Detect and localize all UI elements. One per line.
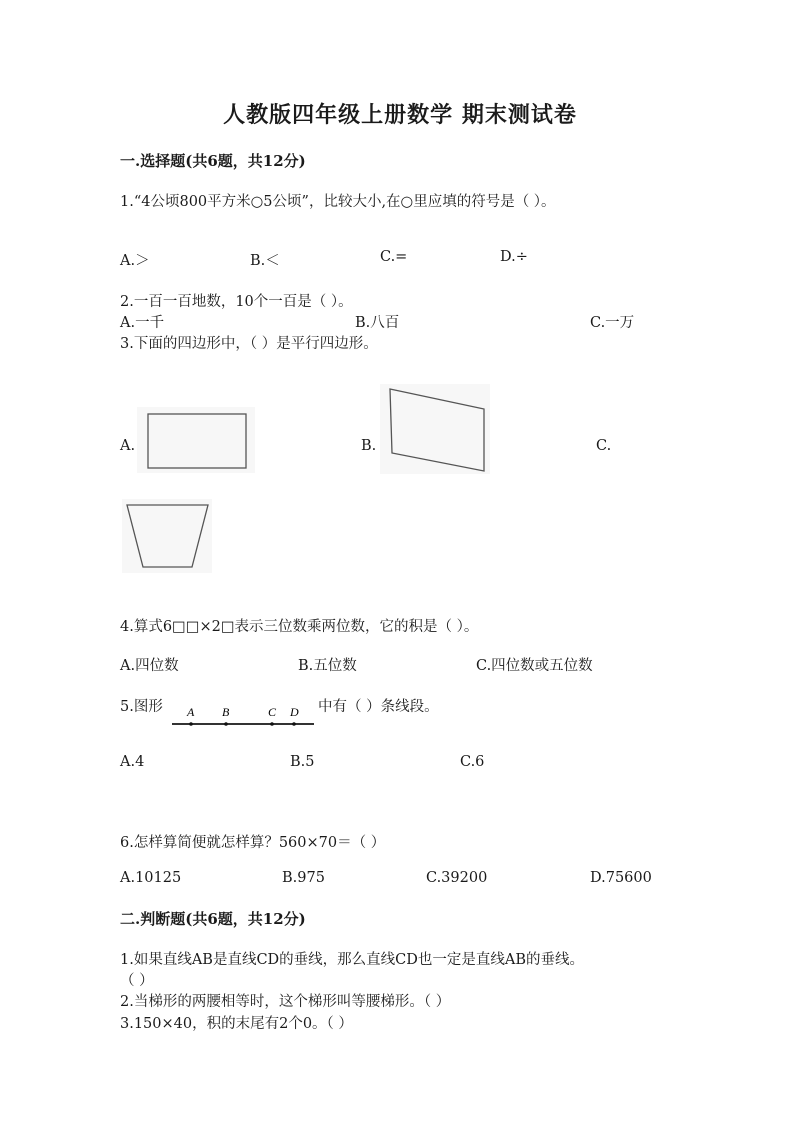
point-label-a: A bbox=[187, 705, 195, 719]
question-5-stem-suffix: 中有（ ）条线段。 bbox=[318, 699, 439, 715]
q4-option-c: C.四位数或五位数 bbox=[476, 658, 593, 674]
line-segment-figure bbox=[168, 700, 318, 732]
q3-option-a: A. bbox=[120, 438, 136, 454]
q6-option-b: B.975 bbox=[282, 870, 325, 886]
q3-option-b: B. bbox=[361, 438, 377, 454]
judge-1-answer-blank: （ ） bbox=[120, 973, 154, 989]
section-heading-judge: 二.判断题(共6题，共12分) bbox=[120, 910, 306, 928]
point-label-d: D bbox=[290, 705, 299, 719]
q5-option-a: A.4 bbox=[120, 754, 145, 770]
parallelogram-figure bbox=[380, 384, 490, 474]
question-5-stem-prefix: 5.图形 bbox=[120, 699, 163, 715]
point-label-c: C bbox=[268, 705, 277, 719]
q1-option-a: A.＞ bbox=[120, 253, 150, 269]
question-2-stem: 2.一百一百地数，10个一百是（ ）。 bbox=[120, 294, 353, 310]
q6-option-d: D.75600 bbox=[590, 870, 652, 886]
q2-option-a: A.一千 bbox=[120, 315, 165, 331]
q5-option-c: C.6 bbox=[460, 754, 485, 770]
q6-option-c: C.39200 bbox=[426, 870, 488, 886]
page-title: 人教版四年级上册数学 期末测试卷 bbox=[223, 102, 577, 128]
q6-option-a: A.10125 bbox=[120, 870, 182, 886]
q2-option-c: C.一万 bbox=[590, 315, 635, 331]
q5-option-b: B.5 bbox=[290, 754, 315, 770]
q1-option-c: C.= bbox=[380, 249, 408, 265]
judge-1-stem: 1.如果直线AB是直线CD的垂线，那么直线CD也一定是直线AB的垂线。 bbox=[120, 952, 585, 968]
q4-option-a: A.四位数 bbox=[120, 658, 179, 674]
question-6-stem: 6.怎样算简便就怎样算？560×70＝（ ） bbox=[120, 835, 386, 851]
rectangle-figure bbox=[137, 407, 255, 473]
q1-option-d: D.÷ bbox=[500, 249, 528, 265]
question-3-stem: 3.下面的四边形中，（ ）是平行四边形。 bbox=[120, 336, 378, 352]
q1-option-b: B.＜ bbox=[250, 253, 280, 269]
judge-3-stem: 3.150×40，积的末尾有2个0。（ ） bbox=[120, 1016, 353, 1032]
point-label-b: B bbox=[222, 705, 230, 719]
section-heading-choice: 一.选择题(共6题，共12分) bbox=[120, 152, 306, 170]
trapezoid-figure bbox=[122, 499, 212, 573]
q3-option-c: C. bbox=[596, 438, 612, 454]
q2-option-b: B.八百 bbox=[355, 315, 400, 331]
q4-option-b: B.五位数 bbox=[298, 658, 357, 674]
question-4-stem: 4.算式6□□×2□表示三位数乘两位数，它的积是（ ）。 bbox=[120, 619, 479, 635]
question-1-stem: 1.“4公顷800平方米○5公顷”，比较大小,在○里应填的符号是（ ）。 bbox=[120, 194, 556, 210]
judge-2-stem: 2.当梯形的两腰相等时，这个梯形叫等腰梯形。（ ） bbox=[120, 994, 451, 1010]
